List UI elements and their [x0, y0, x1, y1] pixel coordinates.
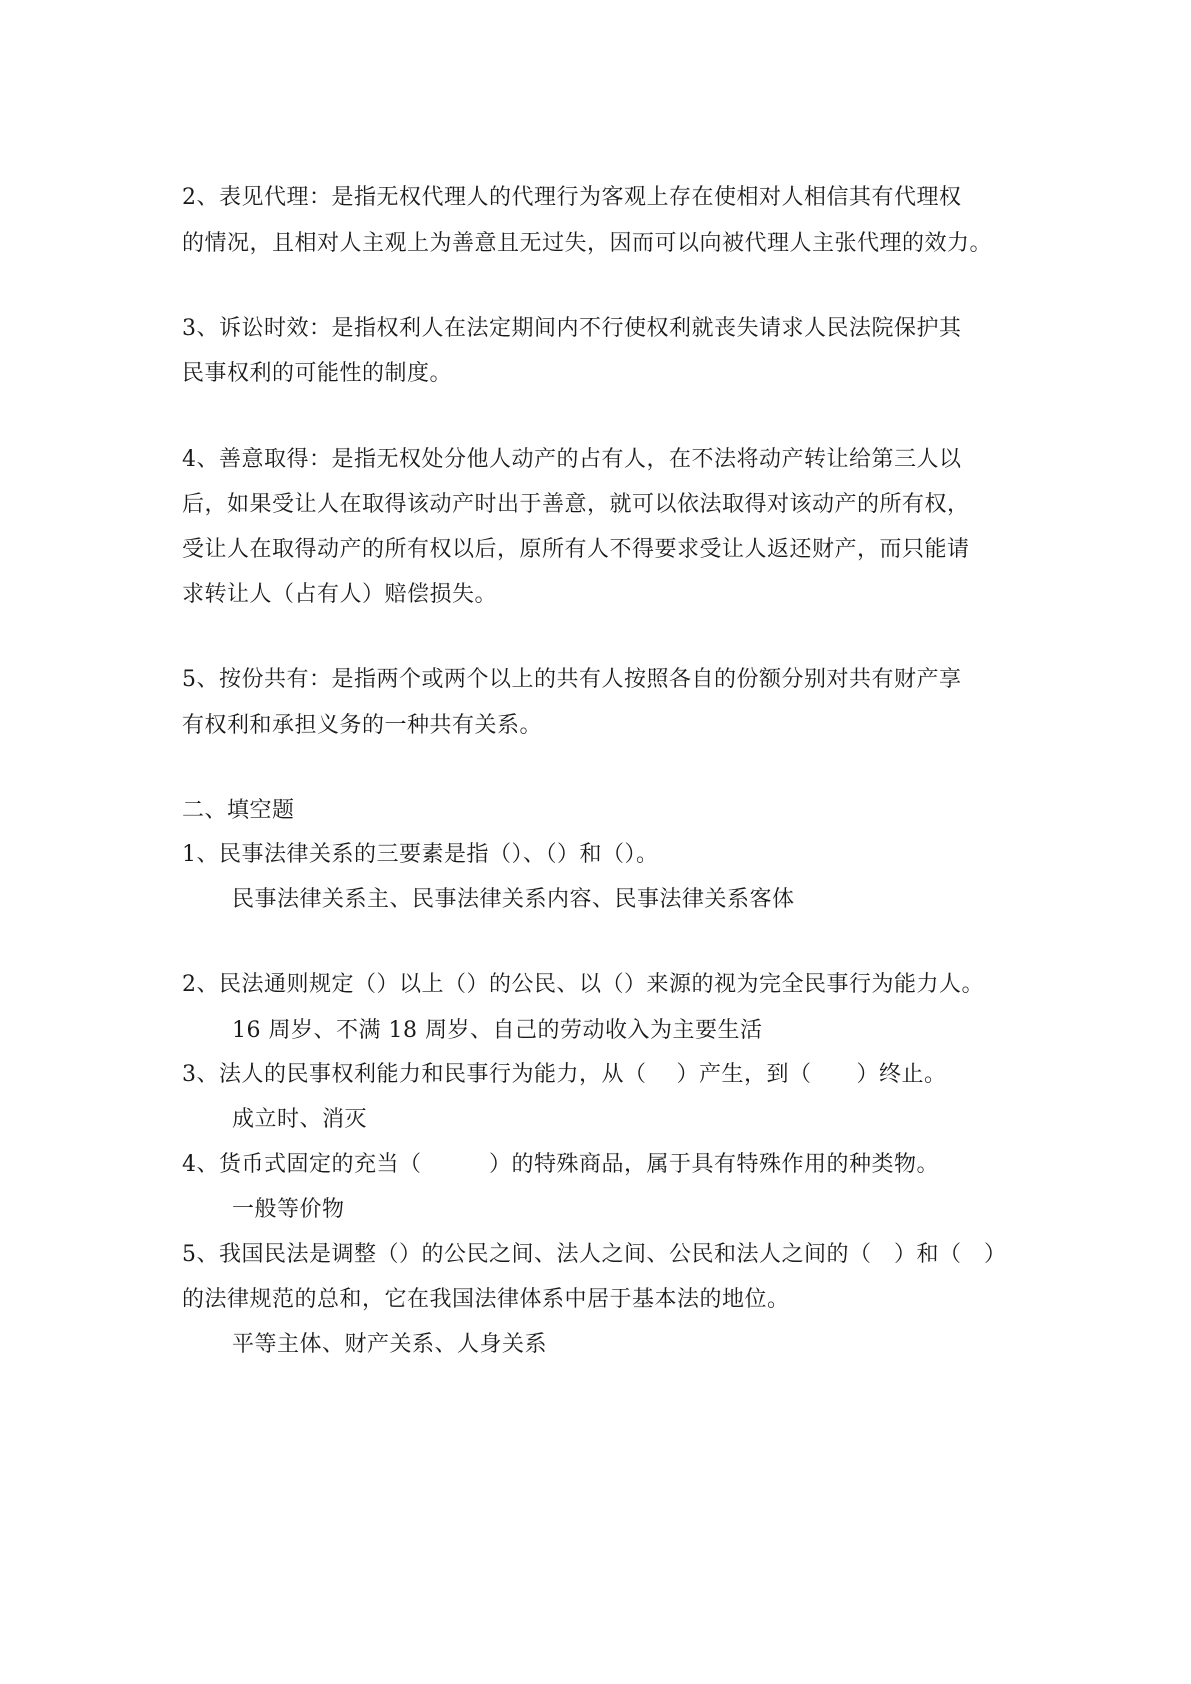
answer-4: 一般等价物 [232, 1197, 345, 1222]
answer-1: 民事法律关系主、民事法律关系内容、民事法律关系客体 [232, 887, 795, 912]
question-5-line-2: 的法律规范的总和，它在我国法律体系中居于基本法的地位。 [182, 1287, 790, 1312]
question-3: 3、法人的民事权利能力和民事行为能力，从（ ）产生，到（ ）终止。 [182, 1062, 947, 1087]
definition-3-line-1: 3、诉讼时效：是指权利人在法定期间内不行使权利就丧失请求人民法院保护其 [182, 316, 962, 341]
definition-4-line-3: 受让人在取得动产的所有权以后，原所有人不得要求受让人返还财产，而只能请 [182, 537, 970, 562]
definition-3-line-2: 民事权利的可能性的制度。 [182, 361, 453, 386]
definition-5-line-1: 5、按份共有：是指两个或两个以上的共有人按照各自的份额分别对共有财产享 [182, 667, 962, 692]
answer-5: 平等主体、财产关系、人身关系 [232, 1332, 548, 1357]
question-4: 4、货币式固定的充当（ ）的特殊商品，属于具有特殊作用的种类物。 [182, 1152, 939, 1177]
question-2: 2、民法通则规定（）以上（）的公民、以（）来源的视为完全民事行为能力人。 [182, 972, 984, 997]
definition-2-line-1: 2、表见代理：是指无权代理人的代理行为客观上存在使相对人相信其有代理权 [182, 185, 962, 210]
definition-4-line-2: 后，如果受让人在取得该动产时出于善意，就可以依法取得对该动产的所有权， [182, 492, 970, 517]
question-1: 1、民事法律关系的三要素是指（）、（）和（）。 [182, 842, 659, 867]
question-5-line-1: 5、我国民法是调整（）的公民之间、法人之间、公民和法人之间的（ ）和（ ） [182, 1242, 1007, 1267]
answer-3: 成立时、消灭 [232, 1107, 368, 1132]
section-heading-fill-blank: 二、填空题 [182, 798, 295, 823]
definition-4-line-1: 4、善意取得：是指无权处分他人动产的占有人，在不法将动产转让给第三人以 [182, 447, 962, 472]
definition-5-line-2: 有权利和承担义务的一种共有关系。 [182, 713, 543, 738]
definition-4-line-4: 求转让人（占有人）赔偿损失。 [182, 582, 498, 607]
definition-2-line-2: 的情况，且相对人主观上为善意且无过失，因而可以向被代理人主张代理的效力。 [182, 231, 993, 256]
answer-2: 16 周岁、不满 18 周岁、自己的劳动收入为主要生活 [232, 1018, 763, 1043]
